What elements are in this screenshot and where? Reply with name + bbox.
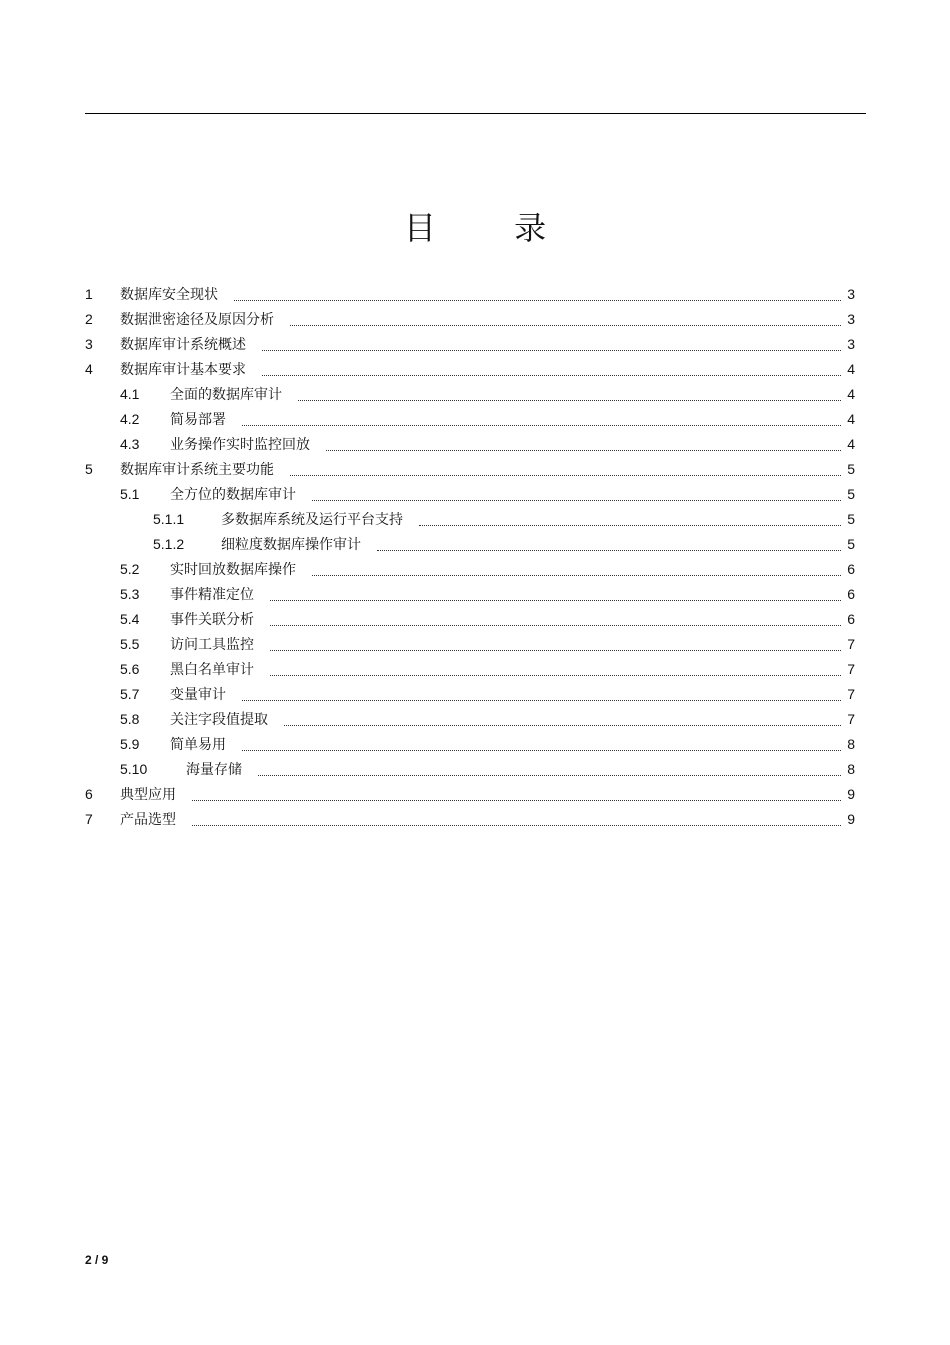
toc-leader-dots (312, 561, 841, 576)
toc-entry-page: 3 (847, 285, 855, 302)
toc-entry-number: 4 (85, 360, 93, 377)
toc-entry[interactable] (85, 456, 855, 481)
toc-entry-label: 全面的数据库审计 (170, 386, 282, 403)
toc-leader-dots (284, 711, 841, 726)
toc-leader-dots (262, 336, 841, 351)
toc-entry-number: 4.1 (120, 385, 140, 402)
toc-entry-page: 3 (847, 310, 855, 327)
toc-entry[interactable] (85, 756, 855, 781)
toc-entry[interactable] (85, 781, 855, 806)
toc-entry[interactable] (85, 381, 855, 406)
toc-entry-label: 数据库审计系统主要功能 (120, 461, 274, 478)
toc-entry-label: 事件精准定位 (170, 586, 254, 603)
toc-entry-label: 实时回放数据库操作 (170, 561, 296, 578)
toc-entry-label: 产品选型 (120, 811, 176, 828)
toc-entry-page: 6 (847, 610, 855, 627)
toc-entry-label: 关注字段值提取 (170, 711, 268, 728)
header-rule (85, 113, 866, 114)
toc-entry[interactable] (85, 656, 855, 681)
toc-entry[interactable] (85, 731, 855, 756)
toc-entry-label: 全方位的数据库审计 (170, 486, 296, 503)
toc-leader-dots (290, 461, 841, 476)
toc-entry-label: 变量审计 (170, 686, 226, 703)
toc-entry[interactable] (85, 331, 855, 356)
toc-entry-label: 数据泄密途径及原因分析 (120, 311, 274, 328)
toc-leader-dots (192, 786, 841, 801)
toc-entry[interactable] (85, 506, 855, 531)
toc-entry-page: 5 (847, 510, 855, 527)
table-of-contents (85, 281, 855, 831)
toc-entry-label: 细粒度数据库操作审计 (221, 536, 361, 553)
toc-leader-dots (192, 811, 841, 826)
toc-entry-label: 数据库审计基本要求 (120, 361, 246, 378)
toc-entry-page: 4 (847, 410, 855, 427)
toc-entry[interactable] (85, 806, 855, 831)
toc-leader-dots (270, 661, 841, 676)
toc-entry[interactable] (85, 281, 855, 306)
toc-leader-dots (377, 536, 841, 551)
toc-entry-page: 7 (847, 710, 855, 727)
toc-entry-label: 简易部署 (170, 411, 226, 428)
toc-entry-number: 5.3 (120, 585, 140, 602)
toc-entry[interactable] (85, 481, 855, 506)
page-title: 目 录 (403, 209, 581, 247)
toc-entry-number: 7 (85, 810, 93, 827)
toc-entry[interactable] (85, 406, 855, 431)
toc-leader-dots (234, 286, 841, 301)
toc-entry-number: 5.1.1 (153, 510, 185, 527)
toc-entry[interactable] (85, 556, 855, 581)
toc-entry[interactable] (85, 306, 855, 331)
toc-entry-label: 海量存储 (186, 761, 242, 778)
page-footer: 2 / 9 (85, 1253, 109, 1267)
toc-leader-dots (270, 636, 841, 651)
toc-entry-page: 5 (847, 535, 855, 552)
toc-entry-label: 访问工具监控 (170, 636, 254, 653)
toc-entry-number: 5.8 (120, 710, 140, 727)
toc-entry-number: 6 (85, 785, 93, 802)
toc-entry-number: 1 (85, 285, 93, 302)
toc-entry-number: 5.2 (120, 560, 140, 577)
toc-leader-dots (262, 361, 841, 376)
toc-entry[interactable] (85, 356, 855, 381)
toc-leader-dots (312, 486, 841, 501)
toc-entry-page: 6 (847, 560, 855, 577)
toc-leader-dots (298, 386, 841, 401)
toc-entry-page: 4 (847, 360, 855, 377)
toc-leader-dots (270, 586, 841, 601)
toc-entry-label: 数据库审计系统概述 (120, 336, 246, 353)
toc-entry-page: 4 (847, 435, 855, 452)
toc-entry-page: 8 (847, 735, 855, 752)
toc-entry-number: 5.6 (120, 660, 140, 677)
toc-entry[interactable] (85, 531, 855, 556)
toc-entry-label: 多数据库系统及运行平台支持 (221, 511, 403, 528)
toc-entry[interactable] (85, 581, 855, 606)
toc-leader-dots (419, 511, 841, 526)
toc-entry-number: 5.9 (120, 735, 140, 752)
toc-entry-number: 5.5 (120, 635, 140, 652)
toc-entry[interactable] (85, 631, 855, 656)
toc-entry-page: 7 (847, 660, 855, 677)
toc-entry-page: 9 (847, 810, 855, 827)
toc-entry-number: 5.7 (120, 685, 140, 702)
toc-leader-dots (242, 686, 841, 701)
toc-entry-label: 黑白名单审计 (170, 661, 254, 678)
toc-entry-label: 事件关联分析 (170, 611, 254, 628)
toc-leader-dots (326, 436, 841, 451)
toc-entry-number: 5 (85, 460, 93, 477)
toc-entry[interactable] (85, 706, 855, 731)
toc-entry-number: 5.4 (120, 610, 140, 627)
toc-entry-number: 5.1 (120, 485, 140, 502)
toc-entry-page: 5 (847, 460, 855, 477)
toc-entry-label: 数据库安全现状 (120, 286, 218, 303)
toc-leader-dots (242, 411, 841, 426)
toc-leader-dots (290, 311, 841, 326)
toc-entry-label: 简单易用 (170, 736, 226, 753)
toc-entry-page: 9 (847, 785, 855, 802)
toc-entry-number: 4.2 (120, 410, 140, 427)
toc-entry-page: 5 (847, 485, 855, 502)
toc-entry-number: 4.3 (120, 435, 140, 452)
toc-entry[interactable] (85, 431, 855, 456)
toc-entry-label: 典型应用 (120, 786, 176, 803)
toc-entry-number: 5.10 (120, 760, 148, 777)
toc-leader-dots (242, 736, 841, 751)
toc-entry-number: 5.1.2 (153, 535, 185, 552)
toc-entry[interactable] (85, 681, 855, 706)
toc-entry-page: 4 (847, 385, 855, 402)
toc-entry-number: 3 (85, 335, 93, 352)
toc-leader-dots (270, 611, 841, 626)
toc-entry-number: 2 (85, 310, 93, 327)
toc-entry[interactable] (85, 606, 855, 631)
toc-leader-dots (258, 761, 841, 776)
toc-entry-page: 3 (847, 335, 855, 352)
toc-entry-label: 业务操作实时监控回放 (170, 436, 310, 453)
toc-entry-page: 7 (847, 685, 855, 702)
toc-entry-page: 7 (847, 635, 855, 652)
toc-entry-page: 8 (847, 760, 855, 777)
toc-entry-page: 6 (847, 585, 855, 602)
